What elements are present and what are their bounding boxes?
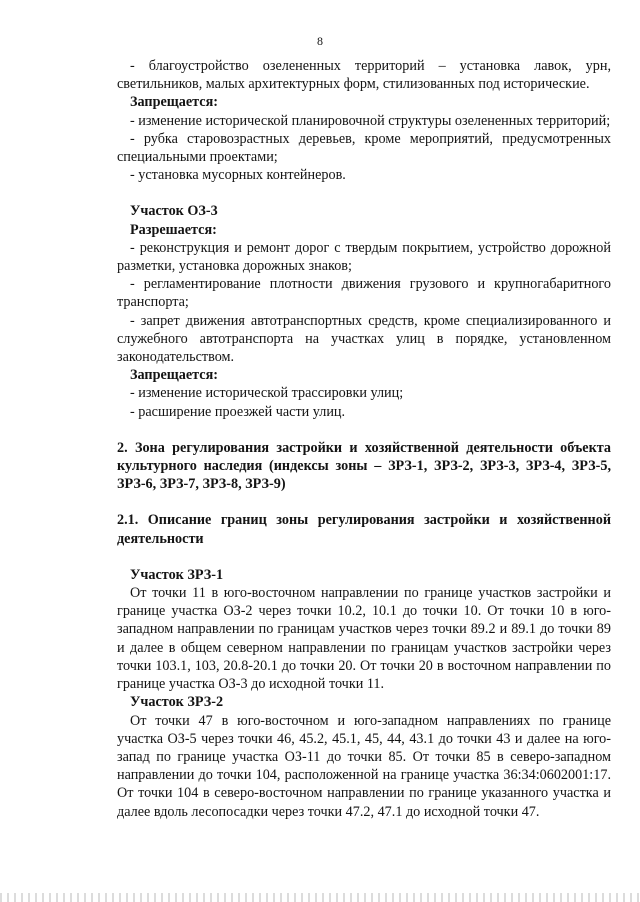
scan-artifact-strip xyxy=(0,893,640,902)
paragraph: - расширение проезжей части улиц. xyxy=(130,403,346,420)
subheading: Разрешается: xyxy=(130,221,217,238)
section-heading: 2.1. Описание границ зоны регулирования застройки и хозяйственной деятельности xyxy=(117,512,611,547)
paragraph: От точки 11 в юго-восточном направлении по границе участков застройки и границе участка ОЗ-2 через точки 10.2, 10.1 до точки 10. От точки 10 в юго-западном направлении по границам участков через точки 89.2 и 89.1 до точки 89 и далее в общем северном направлении по границам участков застройки через точки 103.1, 103, 20.8-20.1 до точки 20. От точки 20 в восточном направлении по границе участка ОЗ-3 до исходной точки 11. xyxy=(117,585,611,693)
paragraph: - установка мусорных контейнеров. xyxy=(130,167,346,184)
spacer xyxy=(117,493,611,511)
paragraph: - рубка старовозрастных деревьев, кроме мероприятий, предусмотренных специальными проектами; xyxy=(117,130,611,166)
subheading: Участок ЗРЗ-2 xyxy=(130,694,224,711)
paragraph: - изменение исторической планировочной структуры озелененных территорий; xyxy=(130,112,611,129)
section-heading: 2. Зона регулирования застройки и хозяйственной деятельности объекта культурного наследия (индексы зоны – ЗРЗ-1, ЗРЗ-2, ЗРЗ-3, ЗРЗ-4, ЗРЗ-5, ЗРЗ-6, ЗРЗ-7, ЗРЗ-8, ЗРЗ-9) xyxy=(117,439,611,493)
subheading: Участок ОЗ-3 xyxy=(130,203,218,220)
page-number: 8 xyxy=(317,34,323,48)
paragraph: - реконструкция и ремонт дорог с твердым покрытием, устройство дорожной разметки, установка дорожных знаков; xyxy=(117,239,611,275)
document-body xyxy=(117,57,611,821)
paragraph: - изменение исторической трассировки улиц; xyxy=(130,385,404,402)
paragraph: - запрет движения автотранспортных средств, кроме специализированного и служебного автотранспорта на участках улиц в порядке, установленном законодательством. xyxy=(117,312,611,366)
paragraph: От точки 47 в юго-восточном и юго-западном направлениях по границе участка ОЗ-5 через точки 46, 45.2, 45.1, 45, 44, 43.1 до точки 43 и далее на юго-запад по границе участка ОЗ-11 до точки 85. От точки 85 в северо-западном направлении до точки 104, расположенной на границе участка 36:34:0602001:17. От точки 104 в северо-восточном направлении по границе указанного участка и далее вдоль лесопосадки через точки 47.2, 47.1 до исходной точки 47. xyxy=(117,712,611,820)
subheading: Запрещается: xyxy=(130,94,218,111)
subheading: Участок ЗРЗ-1 xyxy=(130,566,224,583)
spacer xyxy=(117,548,611,566)
subheading: Запрещается: xyxy=(130,367,218,384)
paragraph: - регламентирование плотности движения грузового и крупногабаритного транспорта; xyxy=(117,276,611,311)
spacer xyxy=(117,421,611,439)
paragraph: - благоустройство озелененных территорий – установка лавок, урн, светильников, малых архитектурных форм, стилизованных под исторические. xyxy=(117,58,611,93)
spacer xyxy=(117,184,611,202)
